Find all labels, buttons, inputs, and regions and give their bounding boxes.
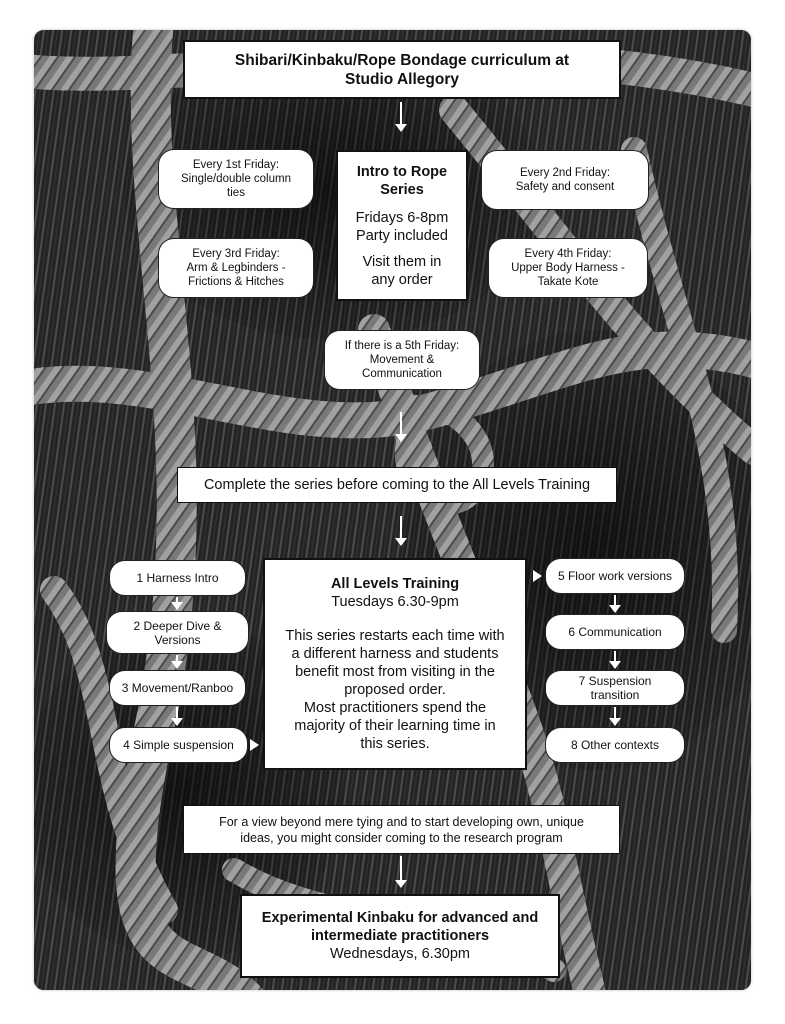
- research-note-line-2: ideas, you might consider coming to the research program: [240, 830, 563, 845]
- fourth-friday-pill: [488, 238, 648, 298]
- all-levels-desc-7: this series.: [360, 736, 430, 752]
- all-levels-desc-6: majority of their learning time in: [294, 718, 496, 734]
- title-line-1: Shibari/Kinbaku/Rope Bondage curriculum at: [234, 51, 570, 69]
- first-friday-pill: [158, 149, 314, 209]
- fifth-friday-line-1: If there is a 5th Friday:: [344, 340, 460, 352]
- step-2-line-2: Versions: [154, 632, 201, 647]
- experimental-title-line-2: intermediate practitioners: [310, 928, 490, 944]
- arrow-step-4-to-all-levels: [250, 739, 259, 751]
- title-line-2: Studio Allegory: [345, 70, 459, 88]
- experimental-time: Wednesdays, 6.30pm: [330, 946, 470, 962]
- all-levels-desc-1: This series restarts each time with: [285, 628, 505, 644]
- fifth-friday-pill: [324, 330, 480, 390]
- second-friday-line-1: Every 2nd Friday:: [519, 167, 611, 179]
- step-3-label: 3 Movement/Ranboo: [121, 681, 234, 695]
- third-friday-line-1: Every 3rd Friday:: [192, 248, 280, 260]
- step-5-label: 5 Floor work versions: [557, 569, 673, 583]
- fourth-friday-line-1: Every 4th Friday:: [524, 248, 612, 260]
- intro-order-line-2: any order: [371, 271, 433, 288]
- intro-time-line-2: Party included: [356, 227, 448, 244]
- step-8-label: 8 Other contexts: [570, 738, 660, 752]
- all-levels-desc-5: Most practitioners spend the: [303, 700, 487, 716]
- all-levels-desc-3: benefit most from visiting in the: [295, 664, 495, 680]
- first-friday-line-3: ties: [227, 187, 245, 199]
- second-friday-pill: [481, 150, 649, 210]
- third-friday-line-2: Arm & Legbinders -: [186, 262, 286, 274]
- first-friday-line-2: Single/double column: [181, 173, 291, 185]
- step-3-pill: [109, 670, 246, 706]
- experimental-title-line-1: Experimental Kinbaku for advanced and: [261, 910, 539, 926]
- step-5-pill: [545, 558, 685, 594]
- step-2-pill: [106, 611, 249, 654]
- fourth-friday-line-3: Takate Kote: [537, 276, 599, 288]
- step-6-label: 6 Communication: [568, 625, 662, 639]
- complete-series-text: Complete the series before coming to the All Levels Training: [203, 477, 591, 493]
- step-8-pill: [545, 727, 685, 763]
- fifth-friday-line-2: Movement &: [369, 354, 435, 366]
- all-levels-time: Tuesdays 6.30-9pm: [331, 594, 459, 610]
- arrow-all-levels-to-step-5: [533, 570, 542, 582]
- step-4-pill: [109, 727, 248, 763]
- intro-series-box: [336, 150, 468, 301]
- all-levels-desc-2: a different harness and students: [291, 646, 499, 662]
- step-1-label: 1 Harness Intro: [136, 571, 219, 585]
- step-1-pill: [109, 560, 246, 596]
- poster-canvas: [34, 30, 751, 990]
- research-note-line-1: For a view beyond mere tying and to start developing own, unique: [219, 814, 584, 829]
- all-levels-title: All Levels Training: [330, 576, 460, 592]
- third-friday-pill: [158, 238, 314, 298]
- research-note-box: [183, 805, 620, 854]
- curriculum-title: [183, 40, 621, 99]
- intro-title-line-1: Intro to Rope: [356, 163, 448, 180]
- intro-time-line-1: Fridays 6-8pm: [355, 209, 449, 226]
- all-levels-desc-4: proposed order.: [344, 682, 446, 698]
- step-7-pill: [545, 670, 685, 706]
- step-4-label: 4 Simple suspension: [123, 738, 234, 752]
- intro-order-line-1: Visit them in: [362, 253, 442, 270]
- step-6-pill: [545, 614, 685, 650]
- first-friday-line-1: Every 1st Friday:: [192, 159, 280, 171]
- third-friday-line-3: Frictions & Hitches: [188, 276, 284, 288]
- experimental-box: [240, 894, 560, 978]
- step-7-label: 7 Suspension transition: [578, 674, 652, 702]
- step-2-line-1: 2 Deeper Dive &: [133, 618, 222, 633]
- all-levels-box: [263, 558, 527, 770]
- fifth-friday-line-3: Communication: [362, 368, 442, 380]
- intro-title-line-2: Series: [380, 181, 424, 198]
- complete-series-banner: [177, 467, 617, 503]
- second-friday-line-2: Safety and consent: [515, 181, 615, 193]
- fourth-friday-line-2: Upper Body Harness -: [511, 262, 625, 274]
